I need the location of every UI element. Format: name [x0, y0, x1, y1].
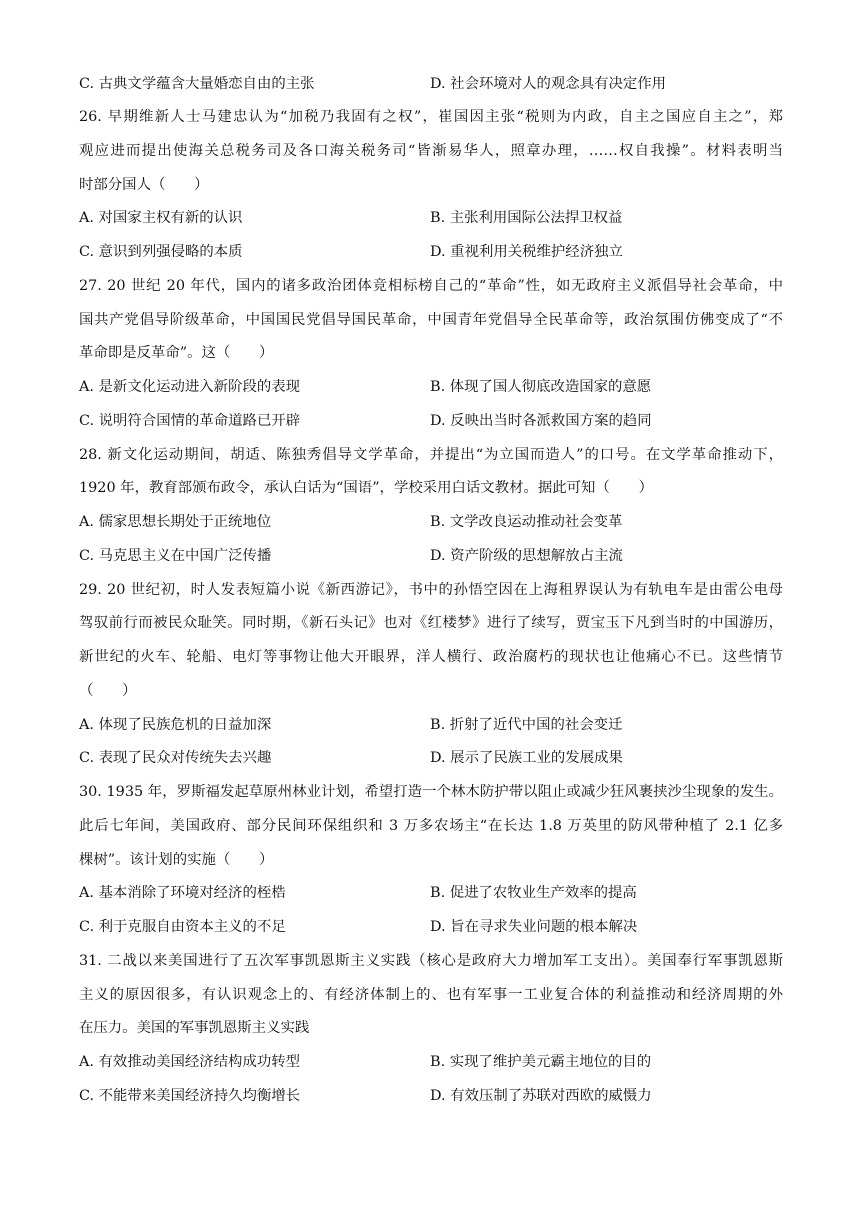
question-stem-line: 30. 1935 年，罗斯福发起草原州林业计划，希望打造一个林木防护带以阻止或减少狂风裹挟沙尘现象的发生。 [79, 784, 783, 800]
option-a: A. 是新文化运动进入新阶段的表现 [79, 379, 301, 395]
option-a: A. 基本消除了环境对经济的桎梏 [79, 885, 286, 901]
question-stem-line: 在压力。美国的军事凯恩斯主义实践 [79, 1020, 310, 1036]
question-stem-line: 观应进而提出使海关总税务司及各口海关税务司“皆渐易华人，照章办理，……权自我操”。材料表明当 [79, 143, 783, 159]
option-c: C. 表现了民众对传统失去兴趣 [79, 750, 272, 766]
question-stem-line: 主义的原因很多，有认识观念上的、有经济体制上的、也有军事一工业复合体的利益推动和经济周期的外 [79, 987, 783, 1003]
question-stem-line: 31. 二战以来美国进行了五次军事凯恩斯主义实践（核心是政府大力增加军工支出）。美国奉行军事凯恩斯 [79, 953, 783, 969]
option-d: D. 旨在寻求失业问题的根本解决 [430, 919, 638, 935]
option-b: B. 折射了近代中国的社会变迁 [430, 717, 623, 733]
option-d: D. 反映出当时各派救国方案的趋同 [430, 413, 652, 429]
option-b: B. 实现了维护美元霸主地位的目的 [430, 1054, 652, 1070]
option-a: A. 儒家思想长期处于正统地位 [79, 514, 272, 530]
question-stem-line: 时部分国人（ ） [79, 177, 209, 193]
option-d: D. 资产阶级的思想解放占主流 [430, 548, 623, 564]
question-stem-line: 27. 20 世纪 20 年代，国内的诸多政治团体竞相标榜自己的“革命”性，如无政府主义派倡导社会革命，中 [79, 278, 783, 294]
option-d: D. 社会环境对人的观念具有决定作用 [430, 76, 667, 92]
option-a: A. 有效推动美国经济结构成功转型 [79, 1054, 301, 1070]
option-d: D. 有效压制了苏联对西欧的威慑力 [430, 1088, 652, 1104]
question-stem-line: 1920 年，教育部颁布政令，承认白话为“国语”，学校采用白话文教材。据此可知（ ） [79, 480, 653, 496]
option-d: D. 展示了民族工业的发展成果 [430, 750, 623, 766]
option-c: C. 古典文学蕴含大量婚恋自由的主张 [79, 76, 315, 92]
question-stem-line: 国共产党倡导阶级革命，中国国民党倡导国民革命，中国青年党倡导全民革命等，政治氛围仿佛变成了“不 [79, 312, 783, 328]
question-stem-line: 棵树”。该计划的实施（ ） [79, 852, 274, 868]
question-stem-line: 新世纪的火车、轮船、电灯等事物让他大开眼界，洋人横行、政治腐朽的现状也让他痛心不已。这些情节 [79, 649, 783, 665]
question-stem-line: 29. 20 世纪初，时人发表短篇小说《新西游记》，书中的孙悟空因在上海租界误认为有轨电车是由雷公电母 [79, 582, 783, 598]
question-stem-line: 28. 新文化运动期间，胡适、陈独秀倡导文学革命，并提出“为立国而造人”的口号。在文学革命推动下， [79, 447, 783, 463]
option-c: C. 马克思主义在中国广泛传播 [79, 548, 272, 564]
option-a: A. 体现了民族危机的日益加深 [79, 717, 272, 733]
question-stem-line: （ ） [79, 683, 137, 699]
question-stem-line: 26. 早期维新人士马建忠认为“加税乃我固有之权”，崔国因主张“税则为内政，自主之国应自主之”，郑 [79, 109, 783, 125]
option-c: C. 利于克服自由资本主义的不足 [79, 919, 286, 935]
option-b: B. 文学改良运动推动社会变革 [430, 514, 623, 530]
option-c: C. 说明符合国情的革命道路已开辟 [79, 413, 301, 429]
option-b: B. 主张利用国际公法捍卫权益 [430, 210, 623, 226]
question-stem-line: 此后七年间，美国政府、部分民间环保组织和 3 万多农场主“在长达 1.8 万英里的防风带种植了 2.1 亿多 [79, 818, 783, 834]
option-c: C. 意识到列强侵略的本质 [79, 244, 243, 260]
question-stem-line: 革命即是反革命”。这（ ） [79, 345, 274, 361]
option-b: B. 体现了国人彻底改造国家的意愿 [430, 379, 652, 395]
question-stem-line: 驾驭前行而被民众耻笑。同时期，《新石头记》也对《红楼梦》进行了续写，贾宝玉下凡到当时的中国游历， [79, 615, 783, 631]
option-c: C. 不能带来美国经济持久均衡增长 [79, 1088, 301, 1104]
option-d: D. 重视利用关税维护经济独立 [430, 244, 623, 260]
option-a: A. 对国家主权有新的认识 [79, 210, 243, 226]
option-b: B. 促进了农牧业生产效率的提高 [430, 885, 637, 901]
